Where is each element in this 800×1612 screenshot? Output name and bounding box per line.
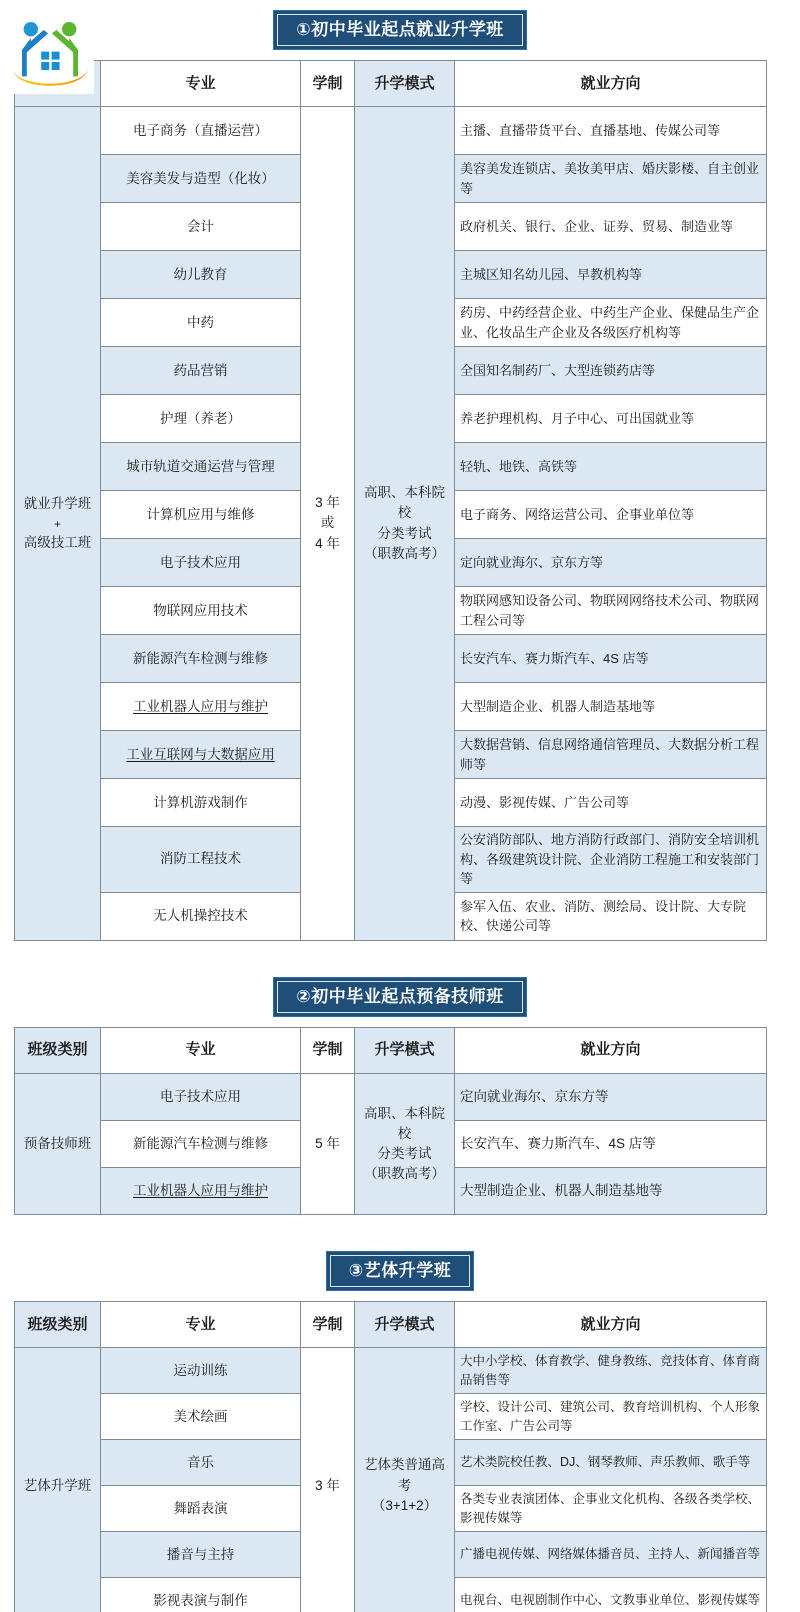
- section-3-banner: [0, 1251, 800, 1291]
- mode-line-1: 高职、本科院校: [364, 485, 445, 521]
- major-cell: 播音与主持: [101, 1532, 301, 1578]
- mode-line-2: （3+1+2）: [371, 1497, 438, 1513]
- header-job: 就业方向: [455, 61, 767, 107]
- major-cell: 舞蹈表演: [101, 1486, 301, 1532]
- header-major: 专业: [101, 61, 301, 107]
- category-line-2: +: [53, 516, 61, 531]
- major-cell: 美术绘画: [101, 1394, 301, 1440]
- major-cell: 运动训练: [101, 1348, 301, 1394]
- header-years: 学制: [301, 1028, 355, 1074]
- major-cell: 消防工程技术: [101, 827, 301, 893]
- job-cell: 大型制造企业、机器人制造基地等: [455, 1168, 767, 1215]
- header-job: 就业方向: [455, 1028, 767, 1074]
- major-cell: 计算机应用与维修: [101, 491, 301, 539]
- major-cell: 计算机游戏制作: [101, 779, 301, 827]
- job-cell: 电视台、电视剧制作中心、文教事业单位、影视传媒等: [455, 1578, 767, 1612]
- major-cell: 美容美发与造型（化妆）: [101, 155, 301, 203]
- job-cell: 广播电视传媒、网络媒体播音员、主持人、新闻播音等: [455, 1532, 767, 1578]
- job-cell: 政府机关、银行、企业、证券、贸易、制造业等: [455, 203, 767, 251]
- header-major: 专业: [101, 1028, 301, 1074]
- job-cell: 主城区知名幼儿园、早教机构等: [455, 251, 767, 299]
- header-job: 就业方向: [455, 1302, 767, 1348]
- mode-cell-1: [355, 107, 455, 941]
- header-category: 班级类别: [15, 1302, 101, 1348]
- job-cell: 长安汽车、赛力斯汽车、4S 店等: [455, 635, 767, 683]
- job-cell: 物联网感知设备公司、物联网网络技术公司、物联网工程公司等: [455, 587, 767, 635]
- major-cell: 幼儿教育: [101, 251, 301, 299]
- years-line-2: 或: [320, 515, 335, 531]
- major-cell: 药品营销: [101, 347, 301, 395]
- mode-line-3: （职教高考）: [364, 1166, 445, 1182]
- header-years: 学制: [301, 1302, 355, 1348]
- table-section-2: [14, 1027, 767, 1215]
- major-cell: 电子技术应用: [101, 1074, 301, 1121]
- job-cell: 参军入伍、农业、消防、测绘局、设计院、大专院校、快递公司等: [455, 892, 767, 940]
- header-years: 学制: [301, 61, 355, 107]
- years-line-3: 4 年: [315, 535, 340, 551]
- major-cell: 工业互联网与大数据应用: [101, 731, 301, 779]
- mode-line-3: （职教高考）: [364, 545, 445, 561]
- major-cell: 电子技术应用: [101, 539, 301, 587]
- major-cell: 音乐: [101, 1440, 301, 1486]
- section-2-banner-title: ②初中毕业起点预备技师班: [277, 981, 522, 1013]
- job-cell: 艺术类院校任教、DJ、钢琴教师、声乐教师、歌手等: [455, 1440, 767, 1486]
- header-mode: 升学模式: [355, 61, 455, 107]
- job-cell: 美容美发连锁店、美妆美甲店、婚庆影楼、自主创业等: [455, 155, 767, 203]
- mode-cell-3: [355, 1348, 455, 1612]
- job-cell: 学校、设计公司、建筑公司、教育培训机构、个人形象工作室、广告公司等: [455, 1394, 767, 1440]
- table-body-section-3: [15, 1348, 767, 1612]
- years-cell-3: 3 年: [301, 1348, 355, 1612]
- section-1-banner-title: ①初中毕业起点就业升学班: [277, 14, 522, 46]
- job-cell: 大数据营销、信息网络通信管理员、大数据分析工程师等: [455, 731, 767, 779]
- category-cell-1: [15, 107, 101, 941]
- major-cell: 新能源汽车检测与维修: [101, 635, 301, 683]
- job-cell: 动漫、影视传媒、广告公司等: [455, 779, 767, 827]
- school-logo: [6, 14, 94, 94]
- major-cell: 会计: [101, 203, 301, 251]
- major-cell: 物联网应用技术: [101, 587, 301, 635]
- major-cell: 护理（养老）: [101, 395, 301, 443]
- house-people-logo-icon: [6, 14, 94, 94]
- table-section-3: [14, 1301, 767, 1612]
- category-cell-3: 艺体升学班: [15, 1348, 101, 1612]
- table-body-section-1: [15, 107, 767, 941]
- years-cell-2: 5 年: [301, 1074, 355, 1215]
- major-cell: 城市轨道交通运营与管理: [101, 443, 301, 491]
- job-cell: 定向就业海尔、京东方等: [455, 1074, 767, 1121]
- table-header-row: [15, 1302, 767, 1348]
- header-mode: 升学模式: [355, 1302, 455, 1348]
- job-cell: 公安消防部队、地方消防行政部门、消防安全培训机构、各级建筑设计院、企业消防工程施工和安装部门等: [455, 827, 767, 893]
- major-cell: 工业机器人应用与维护: [101, 1168, 301, 1215]
- category-line-3: 高级技工班: [23, 534, 92, 550]
- mode-line-2: 分类考试: [377, 1146, 432, 1161]
- table-row: [15, 1348, 767, 1394]
- job-cell: 主播、直播带货平台、直播基地、传媒公司等: [455, 107, 767, 155]
- major-cell: 无人机操控技术: [101, 892, 301, 940]
- major-cell: 中药: [101, 299, 301, 347]
- years-cell-1: [301, 107, 355, 941]
- major-cell: 电子商务（直播运营）: [101, 107, 301, 155]
- category-line-1: 就业升学班: [23, 496, 92, 512]
- table-row: [15, 107, 767, 155]
- job-cell: 药房、中药经营企业、中药生产企业、保健品生产企业、化妆品生产企业及各级医疗机构等: [455, 299, 767, 347]
- table-body-section-2: [15, 1074, 767, 1215]
- job-cell: 电子商务、网络运营公司、企事业单位等: [455, 491, 767, 539]
- job-cell: 全国知名制药厂、大型连锁药店等: [455, 347, 767, 395]
- table-row: [15, 1074, 767, 1121]
- header-major: 专业: [101, 1302, 301, 1348]
- major-cell: 新能源汽车检测与维修: [101, 1121, 301, 1168]
- major-cell: 工业机器人应用与维护: [101, 683, 301, 731]
- mode-line-1: 艺体类普通高考: [364, 1457, 445, 1493]
- mode-line-2: 分类考试: [377, 525, 432, 541]
- job-cell: 长安汽车、赛力斯汽车、4S 店等: [455, 1121, 767, 1168]
- section-2-banner: [0, 977, 800, 1017]
- header-mode: 升学模式: [355, 1028, 455, 1074]
- years-line-1: 3 年: [315, 495, 340, 511]
- job-cell: 大中小学校、体育教学、健身教练、竞技体育、体育商品销售等: [455, 1348, 767, 1394]
- table-header-row: [15, 61, 767, 107]
- category-cell-2: 预备技师班: [15, 1074, 101, 1215]
- header-category: 班级类别: [15, 1028, 101, 1074]
- major-cell: 影视表演与制作: [101, 1578, 301, 1612]
- job-cell: 大型制造企业、机器人制造基地等: [455, 683, 767, 731]
- job-cell: 定向就业海尔、京东方等: [455, 539, 767, 587]
- job-cell: 养老护理机构、月子中心、可出国就业等: [455, 395, 767, 443]
- table-section-1: [14, 60, 767, 941]
- section-3-banner-title: ③艺体升学班: [330, 1255, 470, 1287]
- table-header-row: [15, 1028, 767, 1074]
- job-cell: 轻轨、地铁、高铁等: [455, 443, 767, 491]
- job-cell: 各类专业表演团体、企事业文化机构、各级各类学校、影视传媒等: [455, 1486, 767, 1532]
- mode-line-1: 高职、本科院校: [364, 1105, 445, 1141]
- section-1-banner: [0, 10, 800, 50]
- mode-cell-2: [355, 1074, 455, 1215]
